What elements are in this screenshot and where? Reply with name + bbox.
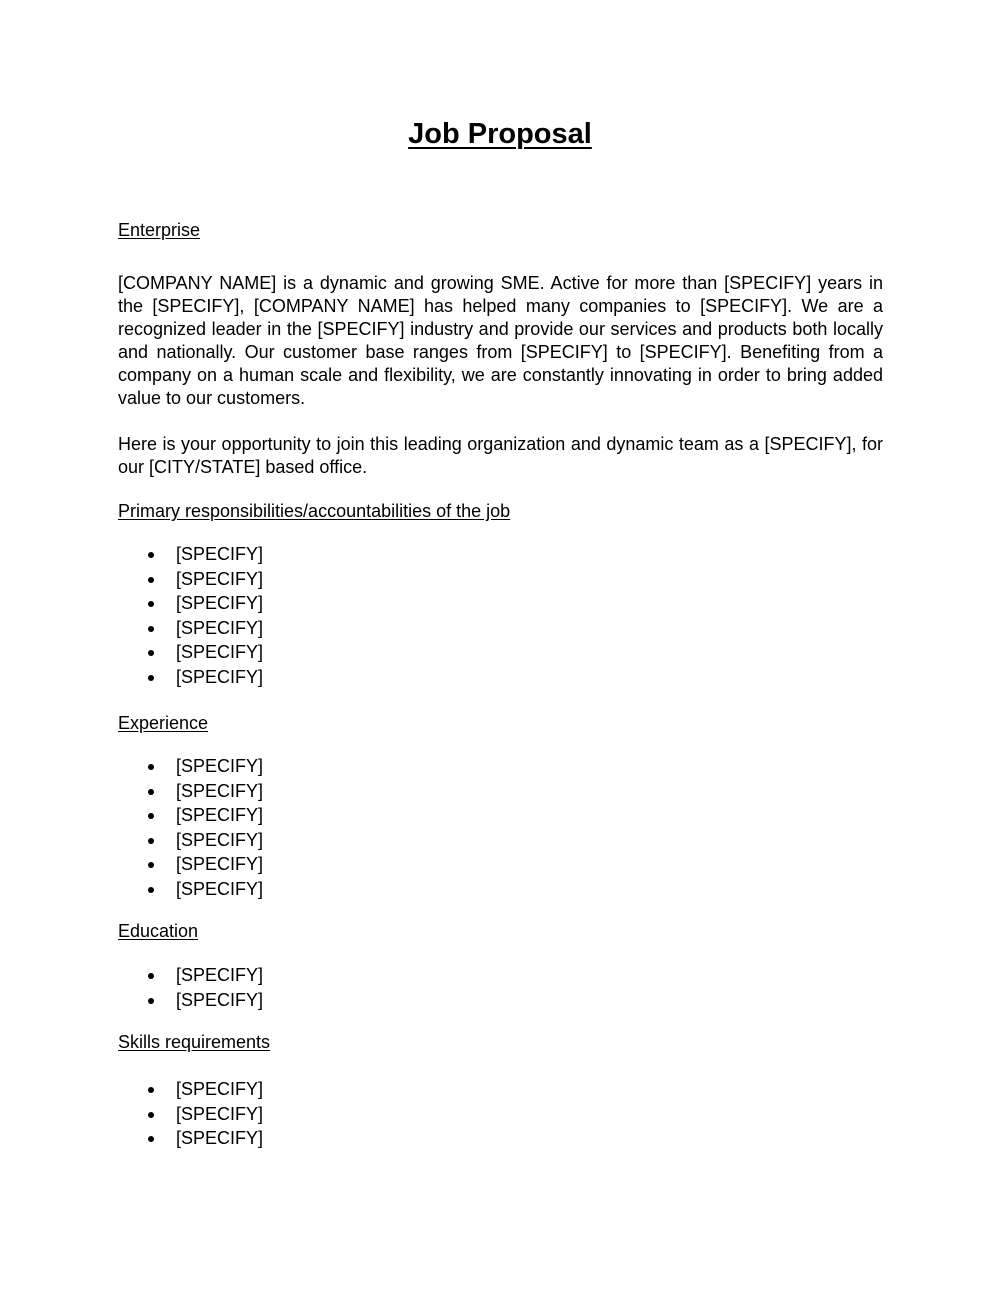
enterprise-paragraph: [COMPANY NAME] is a dynamic and growing SME. Active for more than [SPECIFY] years in the [SPECIFY], [COMPANY NAME] has helped many companies to [SPECIFY]. We are a recognized leader in the [SPECIFY] industry and provide our services and products both locally and nationally. Our customer base ranges from [SPECIFY] to [SPECIFY]. Benefiting from a company on a human scale and flexibility, we are constantly innovating in order to bring added value to our customers. — [118, 273, 883, 408]
list-item: [SPECIFY] — [118, 804, 263, 829]
list-item: [SPECIFY] — [118, 1078, 263, 1103]
bullet-icon — [148, 650, 154, 656]
list-item: [SPECIFY] — [118, 1127, 263, 1152]
list-item: [SPECIFY] — [118, 878, 263, 903]
bullet-icon — [148, 1087, 154, 1093]
list-item: [SPECIFY] — [118, 1103, 263, 1128]
list-item: [SPECIFY] — [118, 617, 263, 642]
experience-heading: Experience — [118, 713, 209, 733]
bullet-icon — [148, 577, 154, 583]
responsibilities-list — [118, 543, 263, 690]
bullet-icon — [148, 1136, 154, 1142]
education-heading: Education — [118, 921, 199, 941]
opportunity-paragraph: Here is your opportunity to join this leading organization and dynamic team as a [SPECIFY], for our [CITY/STATE] based office. — [118, 434, 883, 477]
bullet-icon — [148, 552, 154, 558]
bullet-icon — [148, 973, 154, 979]
bullet-icon — [148, 838, 154, 844]
list-item: [SPECIFY] — [118, 592, 263, 617]
list-item: [SPECIFY] — [118, 666, 263, 691]
skills-list — [118, 1078, 263, 1152]
list-item: [SPECIFY] — [118, 853, 263, 878]
responsibilities-heading: Primary responsibilities/accountabilities of the job — [118, 501, 511, 521]
bullet-icon — [148, 626, 154, 632]
document-title: Job Proposal — [408, 118, 592, 150]
education-list — [118, 964, 263, 1013]
list-item: [SPECIFY] — [118, 989, 263, 1014]
experience-list — [118, 755, 263, 902]
skills-heading: Skills requirements — [118, 1032, 271, 1052]
bullet-icon — [148, 1112, 154, 1118]
list-item: [SPECIFY] — [118, 543, 263, 568]
bullet-icon — [148, 998, 154, 1004]
list-item: [SPECIFY] — [118, 568, 263, 593]
list-item: [SPECIFY] — [118, 780, 263, 805]
list-item: [SPECIFY] — [118, 964, 263, 989]
bullet-icon — [148, 675, 154, 681]
list-item: [SPECIFY] — [118, 829, 263, 854]
bullet-icon — [148, 813, 154, 819]
bullet-icon — [148, 887, 154, 893]
bullet-icon — [148, 764, 154, 770]
bullet-icon — [148, 862, 154, 868]
bullet-icon — [148, 789, 154, 795]
bullet-icon — [148, 601, 154, 607]
list-item: [SPECIFY] — [118, 641, 263, 666]
enterprise-heading: Enterprise — [118, 220, 201, 240]
list-item: [SPECIFY] — [118, 755, 263, 780]
